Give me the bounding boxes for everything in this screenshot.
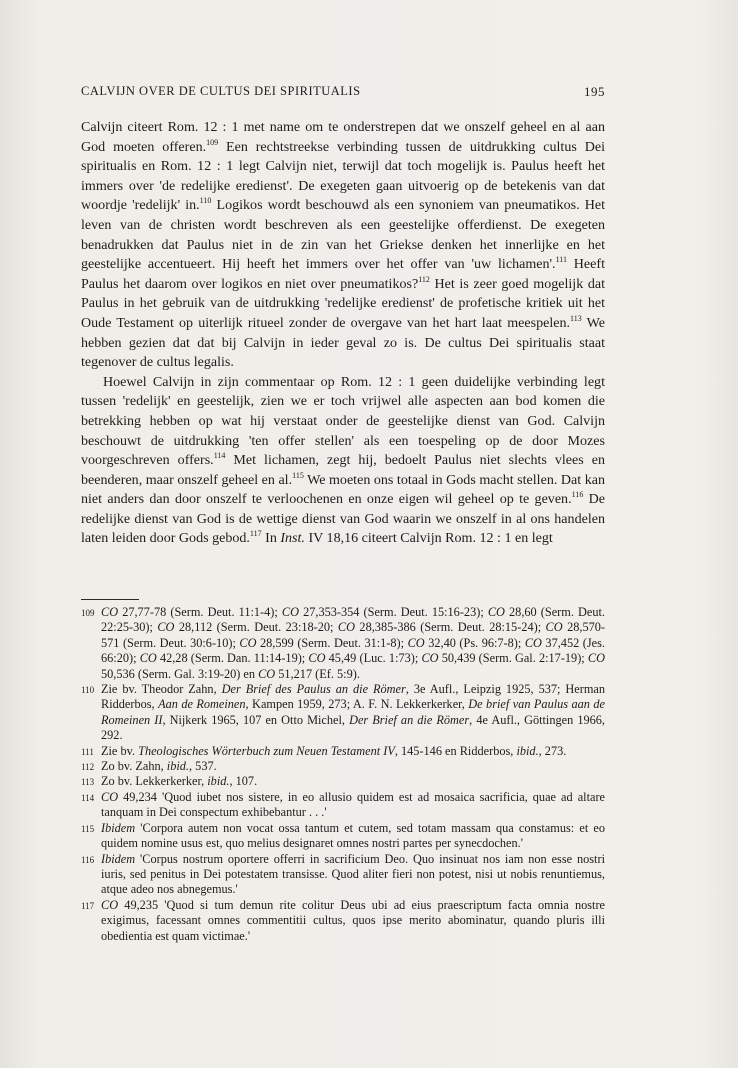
footnote-text-italic: CO: [407, 635, 425, 650]
footnote-text: , 107.: [229, 774, 258, 789]
footnotes: [81, 605, 605, 944]
footnote-number: 113: [81, 777, 95, 788]
footnote-text-italic: CO: [258, 666, 276, 681]
footnote-117: [81, 898, 605, 944]
footnote-text: 50,536 (Serm. Gal. 3:19-20) en: [101, 666, 259, 681]
footnote-text-italic: ibid.: [166, 759, 190, 774]
footnote-text: 27,353-354 (Serm. Deut. 15:16-23);: [298, 605, 488, 619]
footnote-text-italic: CO: [157, 620, 175, 635]
footnote-text: 49,235 'Quod si tum demun rite colitur Deus ubi ad eius praescriptum facta omnia nostre exigimus, facessant omnes commentitii cultus, quos ipse merito abominatur, quando pluris illi obedientia est quam victimae.': [101, 897, 605, 943]
footnote-114: [81, 790, 605, 821]
footnote-number: 111: [81, 746, 94, 757]
footnote-text-italic: CO: [239, 635, 257, 650]
footnote-number: 117: [81, 900, 95, 911]
footnote-text: , Nijkerk 1965, 107 en Otto Michel,: [162, 712, 350, 727]
footnote-text-italic: De brief van Paulus aan de Romeinen II: [101, 697, 606, 727]
text-run: Calvijn citeert Rom. 12 : 1 met name om te onderstrepen dat we onszelf geheel en al aan God moeten offeren.: [81, 119, 605, 155]
footnote-text: 50,439 (Serm. Gal. 2:17-19);: [438, 651, 588, 666]
footnote-text-italic: Ibidem: [101, 851, 136, 866]
footnote-text-italic: CO: [524, 635, 542, 650]
footnote-ref: 112: [418, 274, 430, 284]
footnote-text-italic: ibid.: [207, 774, 230, 789]
footnote-text: 49,234 'Quod iubet nos sistere, in eo allusio quidem est ad mosaica sacrificia, quae ad altare tanquam in Dei conspectum exhibebantur . . .': [101, 789, 605, 820]
footnote-text: 28,385-386 (Serm. Deut. 28:15-24);: [355, 620, 546, 635]
footnote-text: 32,40 (Ps. 96:7-8);: [424, 635, 525, 650]
footnote-text: 'Corpora autem non vocat ossa tantum et cutem, sed totam massam qua constamus: et eo quidem nomine usus est, quo melius designaret omnes nostri partes per synecdochen.': [101, 820, 605, 851]
footnote-text-italic: CO: [545, 620, 563, 635]
footnote-115: [81, 821, 605, 852]
paragraph-1: [81, 118, 605, 373]
text-run: Een rechtstreekse verbinding tussen de uitdrukking cultus Dei spiritualis en Rom. 12 : 1 legt Calvijn niet, terwijl dat toch mogelijk is. Paulus heeft het immers over 'de redelijke eredienst'. De exegeten gaan uitvoerig op de betekenis van dat woordje 'redelijk' in.: [81, 138, 605, 214]
footnote-text: , 4e Aufl., Göttingen 1966, 292.: [101, 712, 605, 743]
footnote-ref: 115: [292, 470, 304, 480]
text-run: Het is zeer goed mogelijk dat Paulus in het gebruik van de uitdrukking 'redelijke eredienst' de profetische kritiek uit het Oude Testament op uiterlijk ritueel zonder de overgave van het hart laat meespelen.: [81, 275, 605, 331]
footnote-text: , 145-146 en Ridderbos,: [394, 743, 517, 758]
running-title: CALVIJN OVER DE CULTUS DEI SPIRITUALIS: [81, 84, 361, 98]
footnote-text-italic: Ibidem: [101, 820, 136, 835]
footnote-110: [81, 682, 605, 744]
footnote-text-italic: CO: [487, 605, 505, 619]
footnote-ref: 114: [213, 451, 226, 461]
footnote-text-italic: ibid.: [516, 743, 539, 758]
footnote-text: , Kampen 1959, 273; A. F. N. Lekkerkerker,: [245, 697, 469, 712]
footnote-text-italic: CO: [139, 651, 157, 666]
footnote-text: , 273.: [538, 743, 567, 758]
text-run: Heeft Paulus het daarom over logikos en niet over pneumatikos?: [81, 256, 605, 292]
footnote-text: 45,49 (Luc. 1:73);: [325, 651, 422, 666]
text-run: We moeten ons totaal in Gods macht stellen. Dat kan niet anders dan door onszelf te verloochenen en onze eigen wil geheel op te geven.: [81, 471, 605, 508]
footnote-text: 51,217 (Ef. 5:9).: [275, 666, 360, 681]
footnote-number: 110: [81, 685, 95, 696]
text-run: Logikos wordt beschouwd als een synoniem van pneumatikos. Het leven van de christen wordt beschreven als een geestelijke offerdienst. De exegeten benadrukken dat Paulus niet in de zin van het Griekse denken het innerlijke en het geestelijke accentueert. Hij heeft het immers over het offer van 'uw lichamen'.: [81, 197, 605, 273]
footnote-text: 'Corpus nostrum oportere offerri in sacrificium Deo. Quo insinuat nos iam non esse nostri iuris, sed penitus in Dei potestatem transisse. Quod aliter fieri non potest, nisi ut nobis renuntiemus, atque adeo nos abnegemus.': [101, 851, 605, 897]
footnote-text-italic: CO: [101, 789, 119, 804]
footnote-number: 115: [81, 823, 95, 834]
page-number: 195: [584, 84, 605, 99]
footnote-ref: 111: [555, 255, 567, 265]
footnote-text-italic: Der Brief des Paulus an die Römer: [221, 682, 406, 697]
footnote-number: 112: [81, 762, 95, 773]
footnote-text-italic: CO: [421, 651, 439, 666]
footnote-109: [81, 605, 605, 682]
footnote-112: [81, 759, 605, 774]
footnote-text-italic: CO: [337, 620, 355, 635]
footnote-ref: 113: [570, 313, 582, 323]
footnote-text-italic: CO: [281, 605, 299, 619]
text-run: We hebben gezien dat dat bij Calvijn in ieder geval zo is. De cultus Dei spiritualis staat tegenover de cultus legalis.: [81, 314, 605, 371]
footnote-text: , 537.: [189, 759, 217, 774]
footnote-ref: 109: [206, 137, 219, 147]
main-text: [81, 118, 605, 549]
footnote-text: 28,112 (Serm. Deut. 23:18-20;: [174, 620, 338, 635]
text-run: De redelijke dienst van God is de wettige dienst van God waarin we onszelf in al ons handelen laten leiden door Gods gebod.: [81, 491, 606, 547]
text-run: Met lichamen, zegt hij, bedoelt Paulus niet slechts vlees en beenderen, maar onszelf geheel en al.: [81, 452, 606, 488]
footnote-111: [81, 744, 605, 759]
footnote-text-italic: Aan de Romeinen: [158, 697, 246, 712]
footnote-text: 28,570-571 (Serm. Deut. 30:6-10);: [101, 620, 605, 650]
footnote-text-italic: CO: [587, 651, 605, 666]
footnote-number: 109: [81, 608, 95, 618]
footnote-116: [81, 852, 605, 898]
footnote-text: Zo bv. Zahn,: [101, 759, 167, 774]
footnote-text: 37,452 (Jes. 66:20);: [101, 635, 605, 666]
footnote-text-italic: Theologisches Wörterbuch zum Neuen Testament IV: [138, 743, 395, 758]
footnote-ref: 116: [571, 490, 584, 500]
text-run: In: [261, 530, 281, 547]
footnote-text: 42,28 (Serm. Dan. 11:14-19);: [156, 651, 309, 666]
footnote-text: 28,60 (Serm. Deut. 22:25-30);: [101, 605, 605, 635]
footnote-113: [81, 774, 605, 789]
footnote-text-italic: CO: [101, 897, 119, 912]
footnote-text: Zo bv. Lekkerkerker,: [101, 774, 208, 789]
text-run: Hoewel Calvijn in zijn commentaar op Rom. 12 : 1 geen duidelijke verbinding legt tussen 'redelijk' en geestelijk, zien we er toch vrijwel alle aspecten aan bod komen die betrekking hebben op wat hij verstaat onder de geestelijke dienst van God. Calvijn beschouwt de uitdrukking 'ten offer stellen' als een toespeling op de door Mozes voorgeschreven offers.: [81, 373, 605, 469]
footnote-ref: 110: [199, 196, 212, 206]
footnote-text-italic: Der Brief an die Römer: [349, 712, 470, 727]
footnote-text-italic: CO: [101, 605, 119, 619]
footnote-text-italic: CO: [308, 651, 326, 666]
footnote-text: 27,77-78 (Serm. Deut. 11:1-4);: [118, 605, 282, 619]
footnote-number: 116: [81, 854, 95, 865]
footnote-text: 28,599 (Serm. Deut. 31:1-8);: [256, 635, 408, 650]
footnote-text: , 3e Aufl., Leipzig 1925, 537; Herman Ridderbos,: [101, 682, 606, 712]
text-run-italic: Inst.: [280, 530, 305, 547]
footnote-ref: 117: [249, 529, 262, 539]
text-run: IV 18,16 citeert Calvijn Rom. 12 : 1 en legt: [304, 530, 553, 547]
paragraph-2: [81, 373, 605, 549]
footnote-number: 114: [81, 792, 95, 803]
footnote-text: Zie bv. Theodor Zahn,: [101, 682, 222, 697]
footnote-text: Zie bv.: [101, 743, 139, 758]
footnote-rule: [81, 599, 139, 600]
